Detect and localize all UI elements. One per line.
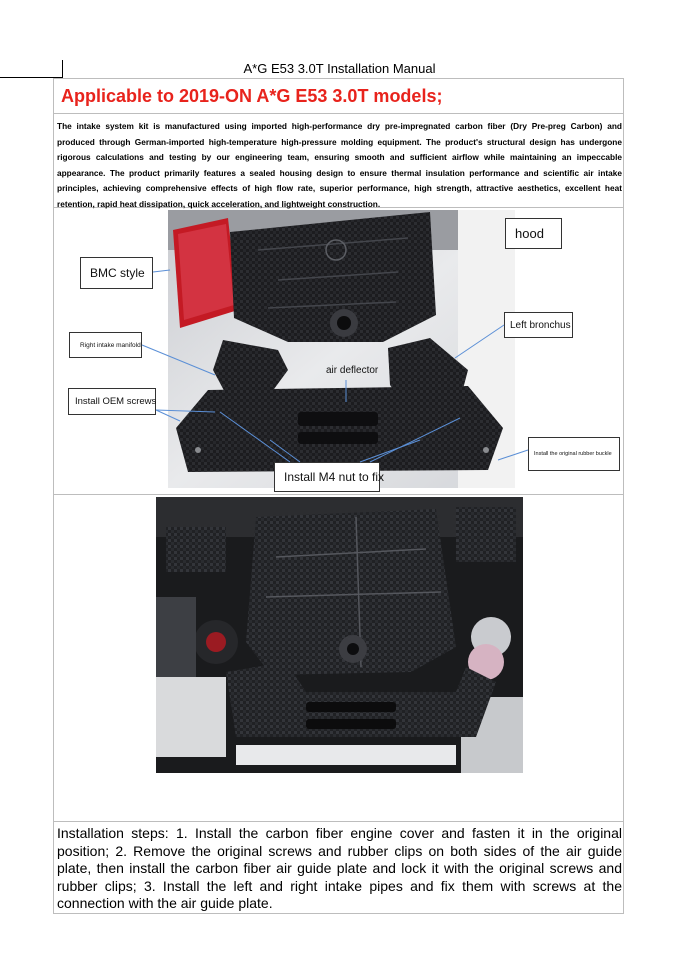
callout-right-intake-manifold: Right intake manifold: [69, 332, 142, 358]
divider-engine-photo: [53, 821, 624, 822]
divider-parts-photo: [53, 494, 624, 495]
divider-subtitle: [53, 113, 624, 114]
engine-bay-photo: [156, 497, 523, 773]
left-strut-cover-illustration: [166, 527, 226, 572]
parts-photo: [168, 210, 515, 488]
installation-steps: Installation steps: 1. Install the carbon fiber engine cover and fasten it in the original position; 2. Remove the original screws and rubber clips on both sides of the air guide plate, then install the carbon fiber air guide plate and lock it with the original screws and rubber clips; 3. Install the left and right intake pipes and fix them with screws at the connection with the air guide plate.: [57, 825, 622, 912]
right-strut-cover-illustration: [456, 507, 516, 562]
callout-install-m4-nut: Install M4 nut to fix: [274, 462, 380, 492]
product-description: The intake system kit is manufactured using imported high-performance dry pre-impregnated carbon fiber (Dry Pre-preg Carbon) and produced through German-imported high-temperature high-pressure molding equipment. The product's structural design has undergone rigorous calculations and testing by our engineering team, ensuring smooth and sufficient airflow while maintaining an impeccable appearance. The product primarily features a sealed housing design to ensure thermal insulation performance and scientific air intake principles, achieving comprehensive effects of high flow rate, superior performance, high strength, attractive aesthetics, excellent heat retention, rapid heat dissipation, quick acceleration, and lightweight construction.: [57, 121, 622, 209]
callout-install-oem-screws: Install OEM screws: [68, 388, 156, 415]
engine-cover-illustration: [230, 212, 436, 342]
callout-install-rubber-buckle: Install the original rubber buckle: [528, 437, 620, 471]
label-air-deflector: air deflector: [326, 365, 379, 376]
applicable-models-heading: Applicable to 2019-ON A*G E53 3.0T models;: [61, 86, 443, 106]
air-deflector-illustration: [176, 386, 503, 472]
callout-hood: hood: [505, 218, 562, 249]
callout-left-bronchus: Left bronchus: [504, 312, 573, 338]
manual-title: A*G E53 3.0T Installation Manual: [243, 61, 436, 76]
bmc-filter-illustration: [173, 218, 238, 328]
callout-bmc-style: BMC style: [80, 257, 153, 289]
